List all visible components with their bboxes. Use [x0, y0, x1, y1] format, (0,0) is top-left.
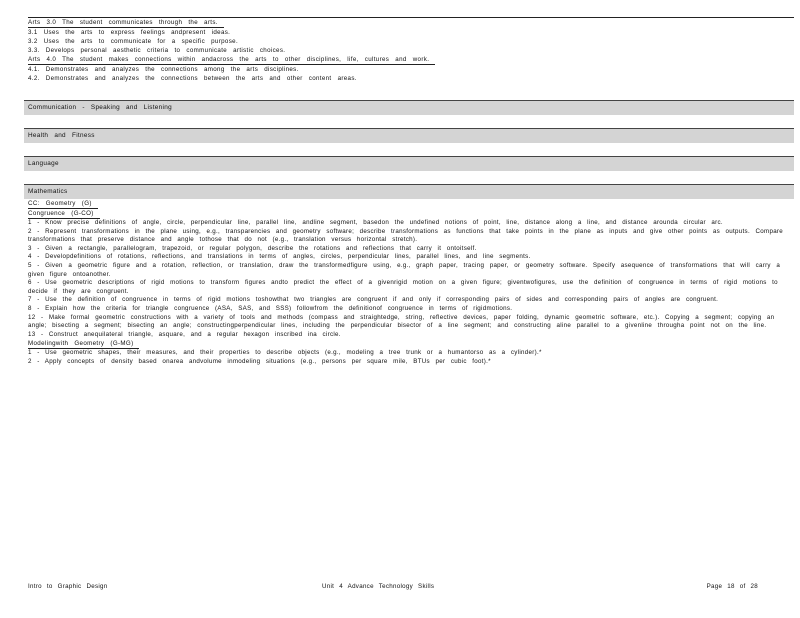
mg-item-2: 2 - Apply concepts of density based onarea andvolume inmodeling situations (e.g., persons per square mile, BTUs per cubic foot).* [28, 357, 491, 365]
co-item-1: 1 - Know precise definitions of angle, circle, perpendicular line, parallel line, andline segment, basedon the undefined notions of point, line, distance along a line, and distance arounda circular arc. [28, 219, 723, 226]
arts-item-4-1: 4.1. Demonstrates and analyzes the connections among the arts disciplines. [28, 66, 299, 73]
arts-item-4-2: 4.2. Demonstrates and analyzes the connections between the arts and other content areas. [28, 75, 357, 82]
arts-item-3-3: 3.3. Develops personal aesthetic criteria to communicate artistic choices. [28, 47, 286, 54]
section-mathematics: Mathematics [24, 184, 794, 199]
mg-item-1: 1 - Use geometric shapes, their measures, and their properties to describe objects (e.g., modeling a tree trunk or a humantorso as a cylinder).* [28, 349, 542, 357]
arts-item-3-2: 3.2 Uses the arts to communicate for a specific purpose. [28, 38, 239, 45]
co-item-13: 13 - Construct anequilateral triangle, asquare, and a regular hexagon inscribed ina circle. [28, 330, 341, 338]
document-page [28, 14, 794, 367]
arts-standard-4: Arts 4.0 The student makes connections within andacross the arts to other disciplines, life, cultures and work. [28, 55, 794, 65]
co-item-6: 6 - Use geometric descriptions of rigid motions to transform figures andto predict the effect of a givenrigid motion on a given figure; giventwofigures, use the definition of congruence in terms of rigid motions to decide if they are congruent. [28, 279, 778, 295]
co-item-12: 12 - Make formal geometric constructions with a variety of tools and methods (compass and straightedge, string, reflective devices, paper folding, dynamic geometric software, etc.). Copying a segment; copying an angle; bisecting a segment; bisecting an angle; constructingperpendicular lines, including the perpendicular bisector of a line segment; and constructing aline parallel to a givenline througha point not on the line. [28, 313, 775, 330]
math-cluster-modeling: Modelingwith Geometry (G-MG) [28, 339, 794, 349]
footer-page-number: Page 18 of 28 [706, 583, 758, 590]
co-item-7: 7 - Use the definition of congruence in terms of rigid motions toshowthat two triangles are congruent if and only if corresponding pairs of sides and corresponding pairs of angles are congruent. [28, 296, 719, 304]
arts-standard-3: Arts 3.0 The student communicates through the arts. [28, 18, 794, 28]
footer-unit: Unit 4 Advance Technology Skills [322, 583, 435, 590]
co-item-5: 5 - Given a geometric figure and a rotation, reflection, or translation, draw the transformedfigure using, e.g., graph paper, tracing paper, or geometry software. Specify asequence of transformations that will carry a given figure ontoanother. [28, 261, 781, 278]
math-cluster-congruence: Congruence (G-CO) [28, 209, 794, 219]
co-item-2: 2 - Represent transformations in the plane using, e.g., transparencies and geometry software; describe transformations as functions that take points in the plane as inputs and give other points as outputs. Compare transformations that preserve distance and angle tothose that do not (e.g., translation versus horizontal stretch). [28, 227, 784, 244]
co-item-4: 4 - Developdefinitions of rotations, reflections, and translations in terms of angles, circles, perpendicular lines, parallel lines, and line segments. [28, 253, 531, 261]
section-language: Language [24, 156, 794, 171]
section-health: Health and Fitness [24, 128, 794, 143]
arts-item-3-1: 3.1 Uses the arts to express feelings andpresent ideas. [28, 29, 231, 36]
co-item-3: 3 - Given a rectangle, parallelogram, trapezoid, or regular polygon, describe the rotations and reflections that carry it ontoitself. [28, 244, 477, 252]
co-item-8: 8 - Explain how the criteria for triangle congruence (ASA, SAS, and SSS) followfrom the definitionof congruence in terms of rigidmotions. [28, 304, 513, 312]
math-domain: CC: Geometry (G) [28, 199, 794, 209]
section-communication: Communication - Speaking and Listening [24, 100, 794, 115]
footer-course: Intro to Graphic Design [28, 583, 108, 590]
